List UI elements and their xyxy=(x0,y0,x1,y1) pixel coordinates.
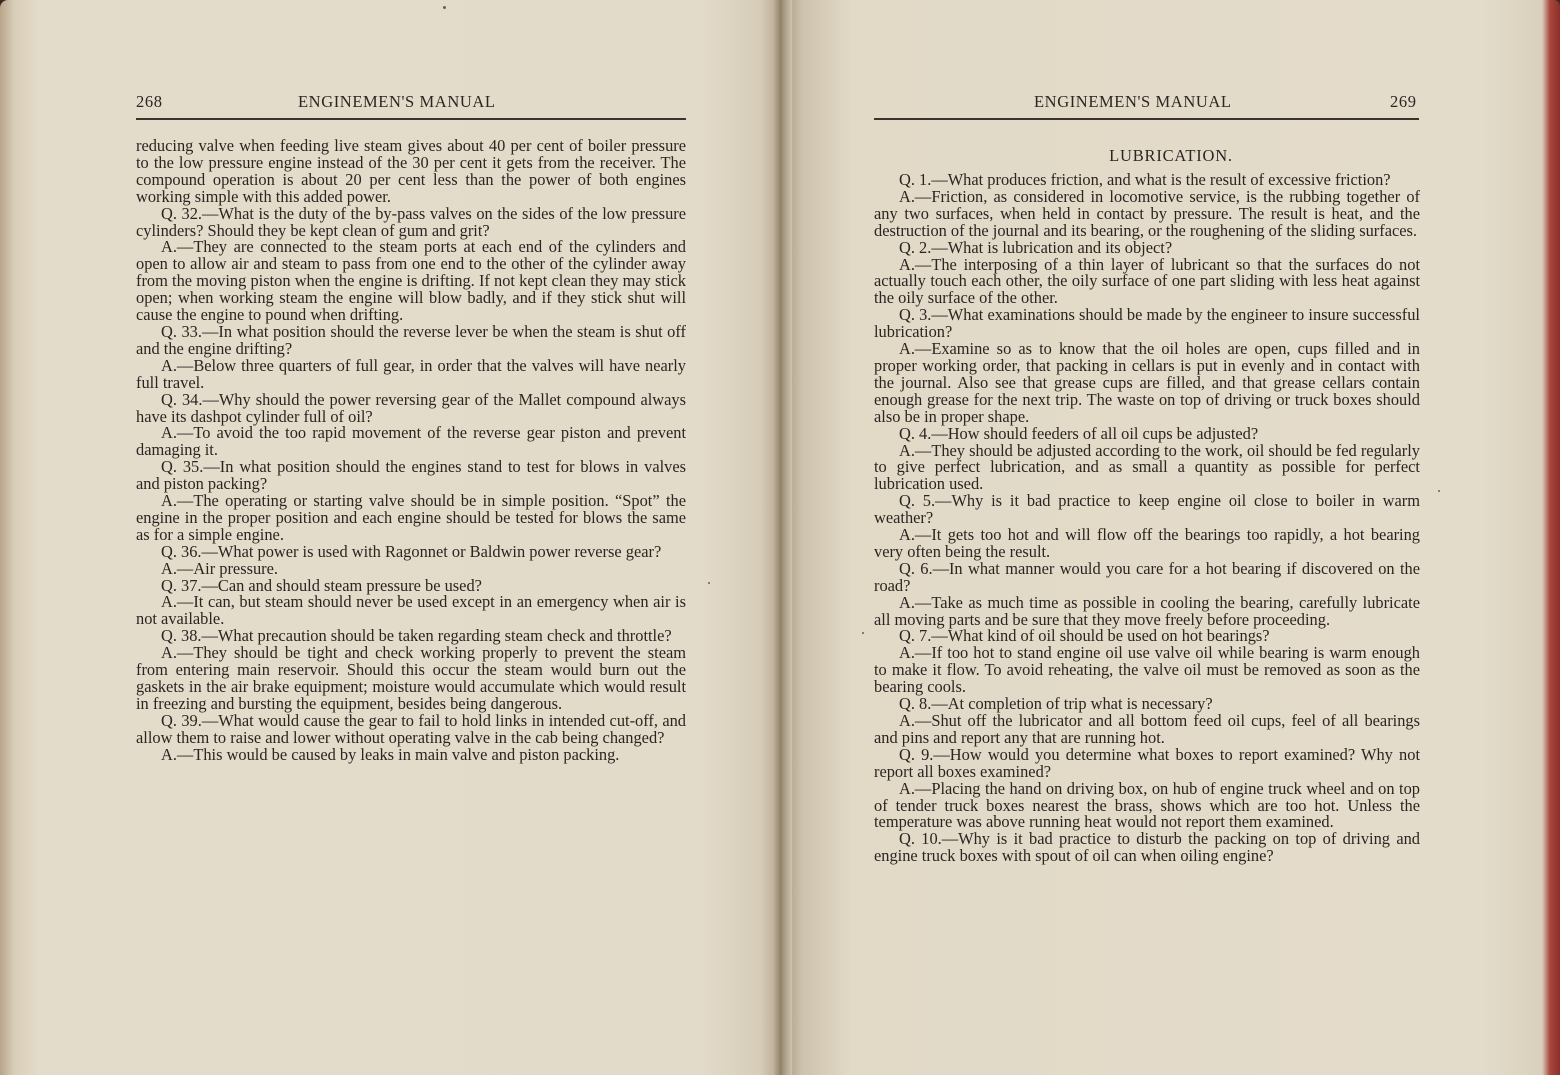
paragraph: A.—Below three quarters of full gear, in order that the valves will have nearly full travel. xyxy=(136,355,686,392)
right-body-text xyxy=(874,172,1420,865)
paragraph: Q. 4.—How should feeders of all oil cups be adjusted? xyxy=(899,423,1259,443)
paragraph: A.—Examine so as to know that the oil holes are open, cups filled and in proper working order, that packing in cellars is put in evenly and in contact with the journal. Also see that grease cups are filled, and that grease cellars contain enough grease for the next trip. The waste on top of driving or truck boxes should also be in proper shape. xyxy=(874,339,1420,426)
paragraph: Q. 8.—At completion of trip what is necessary? xyxy=(899,694,1213,714)
right-header-rule xyxy=(874,118,1419,120)
paragraph: Q. 38.—What precaution should be taken regarding steam check and throttle? xyxy=(161,626,672,646)
paragraph: A.—This would be caused by leaks in main valve and piston packing. xyxy=(161,744,620,764)
right-running-title: ENGINEMEN'S MANUAL xyxy=(1034,92,1232,111)
paragraph: Q. 39.—What would cause the gear to fail to hold links in intended cut-off, and allow them to raise and lower without operating valve in the cab being changed? xyxy=(136,710,686,747)
paragraph: Q. 6.—In what manner would you care for a hot bearing if discovered on the road? xyxy=(874,558,1420,595)
paragraph: Q. 35.—In what position should the engines stand to test for blows in valves and piston packing? xyxy=(136,457,686,494)
paragraph: Q. 36.—What power is used with Ragonnet or Baldwin power reverse gear? xyxy=(161,541,662,561)
paper-speck xyxy=(1438,490,1440,492)
paragraph: A.—It gets too hot and will flow off the bearings too rapidly, a hot bearing very often being the result. xyxy=(874,525,1420,561)
paragraph: A.—Friction, as considered in locomotive service, is the rubbing together of any two surfaces, when held in contact by pressure. The result is heat, and the destruction of the journal and its bearing, or the roughening of the sliding surfaces. xyxy=(874,186,1420,240)
paragraph: Q. 9.—How would you determine what boxes to report examined? Why not report all boxes examined? xyxy=(874,744,1420,781)
paragraph: A.—Placing the hand on driving box, on hub of engine truck wheel and on top of tender truck boxes nearest the brass, shows which are too hot. Unless the temperature was above running heat would not report them examined. xyxy=(874,778,1420,832)
paragraph: A.—They should be tight and check working properly to prevent the steam from entering main reservoir. Should this occur the steam would burn out the gaskets in the air brake equipment; moisture would accumulate which would result in freezing and bursting the equipment, besides being dangerous. xyxy=(136,643,686,713)
paragraph: A.—The operating or starting valve should be in simple position. “Spot” the engine in the proper position and each engine should be tested for blows the same as for a simple engine. xyxy=(136,491,686,544)
right-page xyxy=(782,0,1560,1075)
paragraph: Q. 37.—Can and should steam pressure be used? xyxy=(161,575,482,595)
paragraph: A.—Air pressure. xyxy=(161,558,278,578)
left-running-head xyxy=(0,92,782,114)
paragraph: Q. 1.—What produces friction, and what is the result of excessive friction? xyxy=(899,170,1391,189)
paragraph: A.—To avoid the too rapid movement of the reverse gear piston and prevent damaging it. xyxy=(136,423,686,460)
paragraph: reducing valve when feeding live steam gives about 40 per cent of boiler pressure to the low pressure engine instead of the 30 per cent it gets from the receiver. The compound operation is about 20 per cent less than the power of both engines working simple with this added power. xyxy=(136,136,686,206)
paragraph: A.—They are connected to the steam ports at each end of the cylinders and open to allow air and steam to pass from one end to the other of the cylinder away from the moving piston when the engine is drifting. If not kept clean they may stick open; when working steam the engine will blow badly, and if they stick shut will cause the engine to pound when drifting. xyxy=(136,237,686,325)
left-body-text xyxy=(136,138,686,764)
paragraph: Q. 32.—What is the duty of the by-pass valves on the sides of the low pressure cylinders? Should they be kept clean of gum and grit? xyxy=(136,203,686,240)
paragraph: Q. 10.—Why is it bad practice to disturb the packing on top of driving and engine truck boxes with spout of oil can when oiling engine? xyxy=(874,829,1420,866)
paper-speck xyxy=(708,582,710,584)
paragraph: A.—Shut off the lubricator and all bottom feed oil cups, feel of all bearings and pins and report any that are running hot. xyxy=(874,711,1420,747)
paper-speck xyxy=(443,6,446,9)
paragraph: A.—They should be adjusted according to the work, oil should be fed regularly to give perfect lubrication, and as small a quantity as possible for perfect lubrication used. xyxy=(874,440,1420,494)
paragraph: Q. 33.—In what position should the reverse lever be when the steam is shut off and the engine drifting? xyxy=(136,321,686,358)
paragraph: Q. 2.—What is lubrication and its object? xyxy=(899,237,1173,257)
left-running-title: ENGINEMEN'S MANUAL xyxy=(298,92,496,111)
paragraph: A.—If too hot to stand engine oil use valve oil while bearing is warm enough to make it flow. To avoid reheating, the valve oil must be removed as soon as the bearing cools. xyxy=(874,643,1420,697)
paragraph: A.—The interposing of a thin layer of lubricant so that the surfaces do not actually touch each other, the oily surface of one part sliding with less heat against the oily surface of the other. xyxy=(874,254,1420,308)
paragraph: A.—It can, but steam should never be used except in an emergency when air is not available. xyxy=(136,592,686,629)
left-header-rule xyxy=(136,118,686,120)
book-gutter xyxy=(772,0,792,1075)
paragraph: Q. 3.—What examinations should be made by the engineer to insure successful lubrication? xyxy=(874,305,1420,342)
section-title: LUBRICATION. xyxy=(1109,146,1233,165)
left-page-number: 268 xyxy=(136,92,163,111)
paragraph: Q. 5.—Why is it bad practice to keep engine oil close to boiler in warm weather? xyxy=(874,491,1420,528)
paragraph: Q. 34.—Why should the power reversing gear of the Mallet compound always have its dashpot cylinder full of oil? xyxy=(136,389,686,426)
paper-speck xyxy=(862,632,864,634)
paragraph: Q. 7.—What kind of oil should be used on hot bearings? xyxy=(899,626,1270,646)
paragraph: A.—Take as much time as possible in cooling the bearing, carefully lubricate all moving parts and be sure that they move freely before proceeding. xyxy=(874,592,1420,629)
right-page-number: 269 xyxy=(1390,92,1417,111)
right-running-head xyxy=(782,92,1560,114)
